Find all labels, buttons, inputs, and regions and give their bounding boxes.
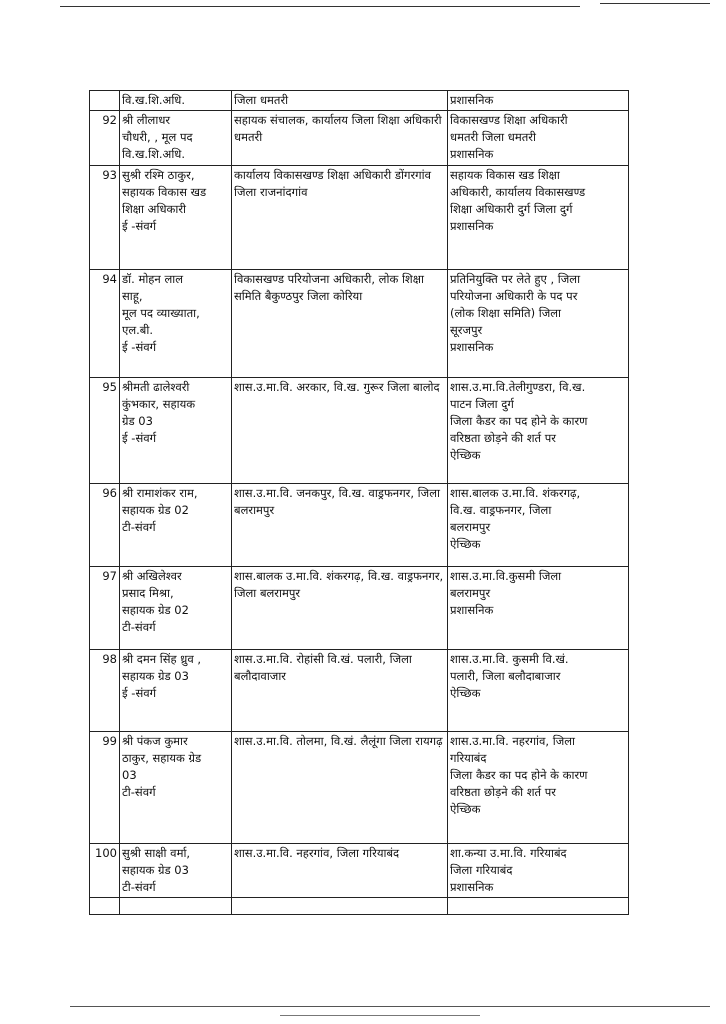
transfer-posting-line: बलरामपुर <box>450 586 491 600</box>
employee-name-cell <box>120 270 232 378</box>
bottom-edge-line <box>70 1006 710 1007</box>
transfer-posting-line: प्रतिनियुक्ति पर लेते हुए , जिला <box>450 272 581 286</box>
transfer-posting-line: बलरामपुर <box>450 520 491 534</box>
transfer-posting-line: प्रशासनिक <box>450 340 494 354</box>
transfer-posting-line: परियोजना अधिकारी के पद पर <box>450 289 578 303</box>
current-posting-text: सहायक संचालक, कार्यालय जिला शिक्षा अधिकारी धमतरी <box>234 113 442 144</box>
transfer-posting-line: जिला कैडर का पद होने के कारण <box>450 768 588 782</box>
table-row <box>90 111 629 166</box>
bottom-edge-line-short <box>280 1015 480 1016</box>
employee-name-line: टी-संवर्ग <box>122 620 156 634</box>
employee-name-cell <box>120 91 232 111</box>
serial-number: 98 <box>90 650 120 732</box>
current-posting-text: शास.उ.मा.वि. तोलमा, वि.खं. लैलूंगा जिला रायगढ़ <box>234 734 443 748</box>
table-row <box>90 484 629 567</box>
top-edge-line-right <box>600 3 710 4</box>
transfer-posting-line: जिला गरियाबंद <box>450 863 513 877</box>
transfer-posting-cell <box>448 91 629 111</box>
table-row <box>90 378 629 484</box>
employee-name-line: डॉ. मोहन लाल <box>122 272 184 286</box>
employee-name-line: साहू, <box>122 289 143 303</box>
empty-cell <box>90 898 120 915</box>
transfer-posting-line: प्रशासनिक <box>450 147 494 161</box>
transfer-posting-cell <box>448 732 629 844</box>
transfer-posting-line: वरिष्ठता छोड़ने की शर्त पर <box>450 785 557 799</box>
transfer-posting-line: जिला कैडर का पद होने के कारण <box>450 414 588 428</box>
current-posting-text: शास.उ.मा.वि. रोहांसी वि.खं. पलारी, जिला बलौदावाजार <box>234 652 412 683</box>
employee-name-line: श्री अखिलेश्वर <box>122 569 182 583</box>
transfer-posting-line: ऐच्छिक <box>450 686 481 700</box>
employee-name-line: 03 <box>122 768 137 782</box>
employee-name-line: वि.ख.शि.अधि. <box>122 147 186 161</box>
employee-name-cell <box>120 484 232 567</box>
transfer-posting-line: ऐच्छिक <box>450 537 481 551</box>
current-posting-cell <box>232 844 448 898</box>
employee-name-line: ई -संवर्ग <box>122 340 157 354</box>
table-row <box>90 844 629 898</box>
current-posting-cell <box>232 650 448 732</box>
transfer-posting-cell <box>448 270 629 378</box>
top-edge-line <box>60 6 580 7</box>
employee-name-line: कुंभकार, सहायक <box>122 397 196 411</box>
current-posting-text: कार्यालय विकासखण्ड शिक्षा अधिकारी डोंगरगांव जिला राजनांदगांव <box>234 168 432 199</box>
employee-name-line: श्री पंकज कुमार <box>122 734 188 748</box>
employee-name-line: ई -संवर्ग <box>122 431 157 445</box>
transfer-posting-line: ऐच्छिक <box>450 448 481 462</box>
employee-name-line: ग्रेड 03 <box>122 414 153 428</box>
transfer-posting-line: शास.उ.मा.वि.कुसमी जिला <box>450 569 562 583</box>
transfer-posting-line: शास.बालक उ.मा.वि. शंकरगढ़, <box>450 486 581 500</box>
employee-name-cell <box>120 567 232 650</box>
employee-name-line: टी-संवर्ग <box>122 520 156 534</box>
empty-cell <box>232 898 448 915</box>
employee-name-line: टी-संवर्ग <box>122 785 156 799</box>
transfer-posting-line: शास.उ.मा.वि.तेलीगुण्डरा, वि.ख. <box>450 380 586 394</box>
employee-name-line: टी-संवर्ग <box>122 880 156 894</box>
table-row <box>90 567 629 650</box>
employee-name-line: ठाकुर, सहायक ग्रेड <box>122 751 202 765</box>
transfer-posting-line: प्रशासनिक <box>450 603 494 617</box>
table-row <box>90 732 629 844</box>
employee-name-line: सहायक ग्रेड 03 <box>122 669 189 683</box>
employee-name-line: सहायक ग्रेड 02 <box>122 603 189 617</box>
employee-name-line: सुश्री साक्षी वर्मा, <box>122 846 191 860</box>
transfer-posting-line: अधिकारी, कार्यालय विकासखण्ड <box>450 185 586 199</box>
employee-name-line: शिक्षा अधिकारी <box>122 202 187 216</box>
current-posting-cell <box>232 166 448 270</box>
employee-name-cell <box>120 650 232 732</box>
current-posting-cell <box>232 270 448 378</box>
empty-cell <box>448 898 629 915</box>
serial-number: 97 <box>90 567 120 650</box>
transfer-posting-line: वरिष्ठता छोड़ने की शर्त पर <box>450 431 557 445</box>
table-row-continuation <box>90 898 629 915</box>
serial-number: 95 <box>90 378 120 484</box>
transfer-posting-cell <box>448 166 629 270</box>
current-posting-text: विकासखण्ड परियोजना अधिकारी, लोक शिक्षा समिति बैकुण्ठपुर जिला कोरिया <box>234 272 424 303</box>
serial-number: 96 <box>90 484 120 567</box>
employee-name-cell <box>120 844 232 898</box>
transfer-posting-line: शा.कन्या उ.मा.वि. गरियाबंद <box>450 846 567 860</box>
transfer-posting-line: (लोक शिक्षा समिति) जिला <box>450 306 562 320</box>
employee-name-line: एल.बी. <box>122 323 154 337</box>
transfer-table <box>89 90 629 915</box>
transfer-posting-line: प्रशासनिक <box>450 880 494 894</box>
transfer-posting-cell <box>448 650 629 732</box>
employee-name-line: श्री रामाशंकर राम, <box>122 486 198 500</box>
transfer-posting-line: सहायक विकास खड शिक्षा <box>450 168 560 182</box>
transfer-posting-line: शास.उ.मा.वि. कुसमी वि.खं. <box>450 652 569 666</box>
empty-cell <box>120 898 232 915</box>
transfer-posting-cell <box>448 567 629 650</box>
current-posting-cell <box>232 111 448 166</box>
employee-name-line: मूल पद व्याख्याता, <box>122 306 200 320</box>
table-row <box>90 270 629 378</box>
transfer-table-body <box>90 91 629 915</box>
transfer-posting-cell <box>448 844 629 898</box>
employee-name-line: श्रीमती ढालेश्वरी <box>122 380 190 394</box>
transfer-posting-cell <box>448 484 629 567</box>
transfer-posting-line: शास.उ.मा.वि. नहरगांव, जिला <box>450 734 576 748</box>
employee-name-line: चौधरी, , मूल पद <box>122 130 193 144</box>
employee-name-line: सहायक विकास खड <box>122 185 207 199</box>
table-row <box>90 91 629 111</box>
transfer-posting-line: प्रशासनिक <box>450 93 494 107</box>
serial-number <box>90 91 120 111</box>
transfer-posting-line: प्रशासनिक <box>450 219 494 233</box>
employee-name-cell <box>120 378 232 484</box>
transfer-posting-line: धमतरी जिला धमतरी <box>450 130 536 144</box>
current-posting-text: शास.बालक उ.मा.वि. शंकरगढ़, वि.ख. वाड्रफनगर, जिला बलरामपुर <box>234 569 444 600</box>
transfer-posting-line: पाटन जिला दुर्ग <box>450 397 514 411</box>
transfer-posting-line: पलारी, जिला बलौदाबाजार <box>450 669 561 683</box>
serial-number: 94 <box>90 270 120 378</box>
serial-number: 99 <box>90 732 120 844</box>
employee-name-cell <box>120 111 232 166</box>
transfer-posting-line: वि.ख. वाड्रफनगर, जिला <box>450 503 552 517</box>
current-posting-cell <box>232 484 448 567</box>
employee-name-line: सहायक ग्रेड 02 <box>122 503 189 517</box>
current-posting-text: शास.उ.मा.वि. नहरगांव, जिला गरियाबंद <box>234 846 400 860</box>
table-row <box>90 650 629 732</box>
current-posting-text: शास.उ.मा.वि. जनकपुर, वि.ख. वाड्रफनगर, जिला बलरामपुर <box>234 486 440 517</box>
employee-name-line: ई -संवर्ग <box>122 686 157 700</box>
transfer-posting-line: शिक्षा अधिकारी दुर्ग जिला दुर्ग <box>450 202 573 216</box>
table-row <box>90 166 629 270</box>
current-posting-text: जिला धमतरी <box>234 93 289 107</box>
serial-number: 93 <box>90 166 120 270</box>
employee-name-line: श्री दमन सिंह ध्रुव , <box>122 652 202 666</box>
employee-name-line: श्री लीलाधर <box>122 113 171 127</box>
employee-name-cell <box>120 732 232 844</box>
current-posting-cell <box>232 732 448 844</box>
employee-name-cell <box>120 166 232 270</box>
transfer-posting-line: ऐच्छिक <box>450 802 481 816</box>
transfer-posting-line: सूरजपुर <box>450 323 483 337</box>
serial-number: 92 <box>90 111 120 166</box>
transfer-posting-line: विकासखण्ड शिक्षा अधिकारी <box>450 113 568 127</box>
transfer-posting-line: गरियाबंद <box>450 751 487 765</box>
employee-name-line: ई -संवर्ग <box>122 219 157 233</box>
current-posting-cell <box>232 91 448 111</box>
current-posting-cell <box>232 567 448 650</box>
employee-name-line: सहायक ग्रेड 03 <box>122 863 189 877</box>
current-posting-cell <box>232 378 448 484</box>
transfer-posting-cell <box>448 378 629 484</box>
transfer-posting-cell <box>448 111 629 166</box>
employee-name-line: प्रसाद मिश्रा, <box>122 586 174 600</box>
current-posting-text: शास.उ.मा.वि. अरकार, वि.ख. गुरूर जिला बालोद <box>234 380 440 394</box>
serial-number: 100 <box>90 844 120 898</box>
employee-name-line: सुश्री रश्मि ठाकुर, <box>122 168 195 182</box>
employee-name-line: वि.ख.शि.अधि. <box>122 93 186 107</box>
